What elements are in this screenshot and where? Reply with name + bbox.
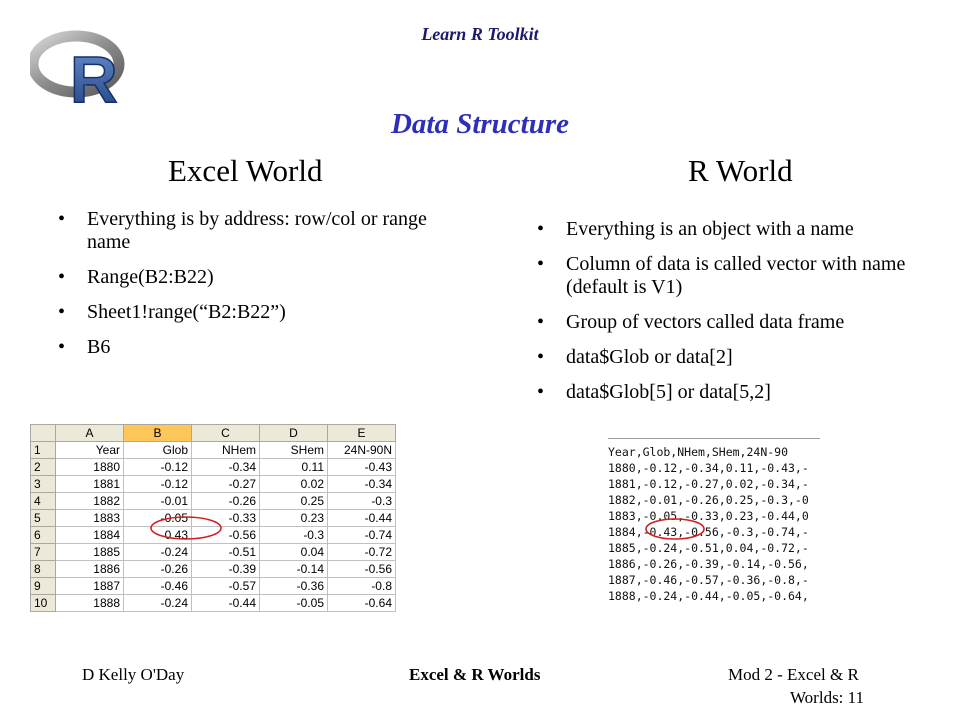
r-bullet: • Everything is an object with a name <box>566 218 936 241</box>
svg-text:R: R <box>70 42 118 108</box>
table-row <box>31 578 396 595</box>
table-cell[interactable]: -0.44 <box>192 595 260 612</box>
table-cell[interactable]: NHem <box>192 442 260 459</box>
excel-bullet: • Range(B2:B22) <box>87 266 427 289</box>
row-header[interactable]: 2 <box>31 459 56 476</box>
table-cell[interactable]: -0.05 <box>260 595 328 612</box>
excel-spreadsheet <box>30 424 396 612</box>
table-cell[interactable]: -0.51 <box>192 544 260 561</box>
table-row <box>31 459 396 476</box>
table-cell[interactable]: -0.24 <box>124 544 192 561</box>
column-header[interactable]: D <box>260 425 328 442</box>
table-cell[interactable]: Year <box>56 442 124 459</box>
table-cell[interactable]: 1883 <box>56 510 124 527</box>
footer-author: D Kelly O'Day <box>82 665 185 684</box>
footer-page: Worlds: 11 <box>790 688 865 707</box>
csv-line: 1884,-0.43,-0.56,-0.3,-0.74,- <box>608 525 809 539</box>
column-header[interactable]: B <box>124 425 192 442</box>
row-header[interactable]: 3 <box>31 476 56 493</box>
table-cell[interactable]: -0.36 <box>260 578 328 595</box>
table-cell[interactable]: 1880 <box>56 459 124 476</box>
table-cell[interactable]: -0.43 <box>328 459 396 476</box>
csv-line: Year,Glob,NHem,SHem,24N-90 <box>608 445 789 459</box>
row-header[interactable]: 5 <box>31 510 56 527</box>
column-header[interactable]: C <box>192 425 260 442</box>
table-cell[interactable]: -0.56 <box>192 527 260 544</box>
csv-line: 1886,-0.26,-0.39,-0.14,-0.56, <box>608 557 809 571</box>
table-row <box>31 561 396 578</box>
excel-bullet: • B6 <box>87 336 427 359</box>
table-cell[interactable]: -0.3 <box>260 527 328 544</box>
table-cell[interactable]: -0.39 <box>192 561 260 578</box>
table-cell[interactable]: -0.12 <box>124 476 192 493</box>
table-cell[interactable]: -0.05 <box>124 510 192 527</box>
table-cell[interactable]: SHem <box>260 442 328 459</box>
table-cell[interactable]: -0.27 <box>192 476 260 493</box>
highlight-circle-icon <box>644 516 706 542</box>
table-cell[interactable]: -0.74 <box>328 527 396 544</box>
table-cell[interactable]: -0.56 <box>328 561 396 578</box>
row-header[interactable]: 6 <box>31 527 56 544</box>
table-cell[interactable]: -0.24 <box>124 595 192 612</box>
csv-line: 1885,-0.24,-0.51,0.04,-0.72,- <box>608 541 809 555</box>
table-cell[interactable]: 1881 <box>56 476 124 493</box>
table-cell[interactable]: -0.3 <box>328 493 396 510</box>
table-cell[interactable]: 0.25 <box>260 493 328 510</box>
table-cell[interactable]: -0.01 <box>124 493 192 510</box>
table-row <box>31 476 396 493</box>
footer-center: Excel & R Worlds <box>409 665 541 684</box>
table-cell[interactable]: -0.43 <box>124 527 192 544</box>
row-header[interactable]: 1 <box>31 442 56 459</box>
csv-line: 1887,-0.46,-0.57,-0.36,-0.8,- <box>608 573 809 587</box>
table-cell[interactable]: -0.46 <box>124 578 192 595</box>
r-heading: R World <box>688 153 793 188</box>
table-cell[interactable]: 24N-90N <box>328 442 396 459</box>
table-row <box>31 493 396 510</box>
table-row <box>31 595 396 612</box>
table-cell[interactable]: -0.64 <box>328 595 396 612</box>
excel-heading: Excel World <box>168 153 323 188</box>
row-header[interactable]: 8 <box>31 561 56 578</box>
excel-bullet-list <box>87 208 427 371</box>
table-row <box>31 544 396 561</box>
csv-line: 1888,-0.24,-0.44,-0.05,-0.64, <box>608 589 809 603</box>
table-cell[interactable]: 0.04 <box>260 544 328 561</box>
table-cell[interactable]: 0.11 <box>260 459 328 476</box>
table-cell[interactable]: 1884 <box>56 527 124 544</box>
column-header[interactable]: A <box>56 425 124 442</box>
csv-line: 1880,-0.12,-0.34,0.11,-0.43,- <box>608 461 809 475</box>
slide-title: Data Structure <box>390 108 570 140</box>
table-cell[interactable]: Glob <box>124 442 192 459</box>
table-cell[interactable]: 1882 <box>56 493 124 510</box>
excel-bullet: • Sheet1!range(“B2:B22”) <box>87 301 427 324</box>
table-cell[interactable]: -0.44 <box>328 510 396 527</box>
r-bullet: • data$Glob[5] or data[5,2] <box>566 381 936 404</box>
table-cell[interactable]: 1888 <box>56 595 124 612</box>
table-cell[interactable]: 0.02 <box>260 476 328 493</box>
table-cell[interactable]: 1887 <box>56 578 124 595</box>
column-header[interactable]: E <box>328 425 396 442</box>
r-bullet: • Column of data is called vector with name (default is V1) <box>566 253 936 299</box>
row-header[interactable]: 10 <box>31 595 56 612</box>
table-cell[interactable]: -0.34 <box>328 476 396 493</box>
excel-bullet: • Everything is by address: row/col or range name <box>87 208 427 254</box>
row-header[interactable]: 9 <box>31 578 56 595</box>
r-bullet: • Group of vectors called data frame <box>566 311 936 334</box>
table-cell[interactable]: -0.34 <box>192 459 260 476</box>
table-cell[interactable]: 1885 <box>56 544 124 561</box>
highlight-circle-icon <box>148 514 224 542</box>
table-cell[interactable]: -0.33 <box>192 510 260 527</box>
table-cell[interactable]: -0.12 <box>124 459 192 476</box>
table-cell[interactable]: -0.72 <box>328 544 396 561</box>
table-row <box>31 442 396 459</box>
table-cell[interactable]: -0.8 <box>328 578 396 595</box>
footer-module: Mod 2 - Excel & R <box>728 665 859 684</box>
table-cell[interactable]: -0.26 <box>192 493 260 510</box>
csv-line: 1883,-0.05,-0.33,0.23,-0.44,0 <box>608 509 809 523</box>
table-cell[interactable]: -0.14 <box>260 561 328 578</box>
table-cell[interactable]: 1886 <box>56 561 124 578</box>
table-cell[interactable]: -0.26 <box>124 561 192 578</box>
r-bullet: • data$Glob or data[2] <box>566 346 936 369</box>
corner-cell <box>31 425 56 442</box>
r-bullet-list <box>566 218 936 416</box>
csv-line: 1881,-0.12,-0.27,0.02,-0.34,- <box>608 477 809 491</box>
table-cell[interactable]: 0.23 <box>260 510 328 527</box>
table-cell[interactable]: -0.57 <box>192 578 260 595</box>
csv-line: 1882,-0.01,-0.26,0.25,-0.3,-0 <box>608 493 809 507</box>
row-header[interactable]: 4 <box>31 493 56 510</box>
header-title: Learn R Toolkit <box>421 24 539 44</box>
row-header[interactable]: 7 <box>31 544 56 561</box>
r-csv-view <box>608 438 820 604</box>
